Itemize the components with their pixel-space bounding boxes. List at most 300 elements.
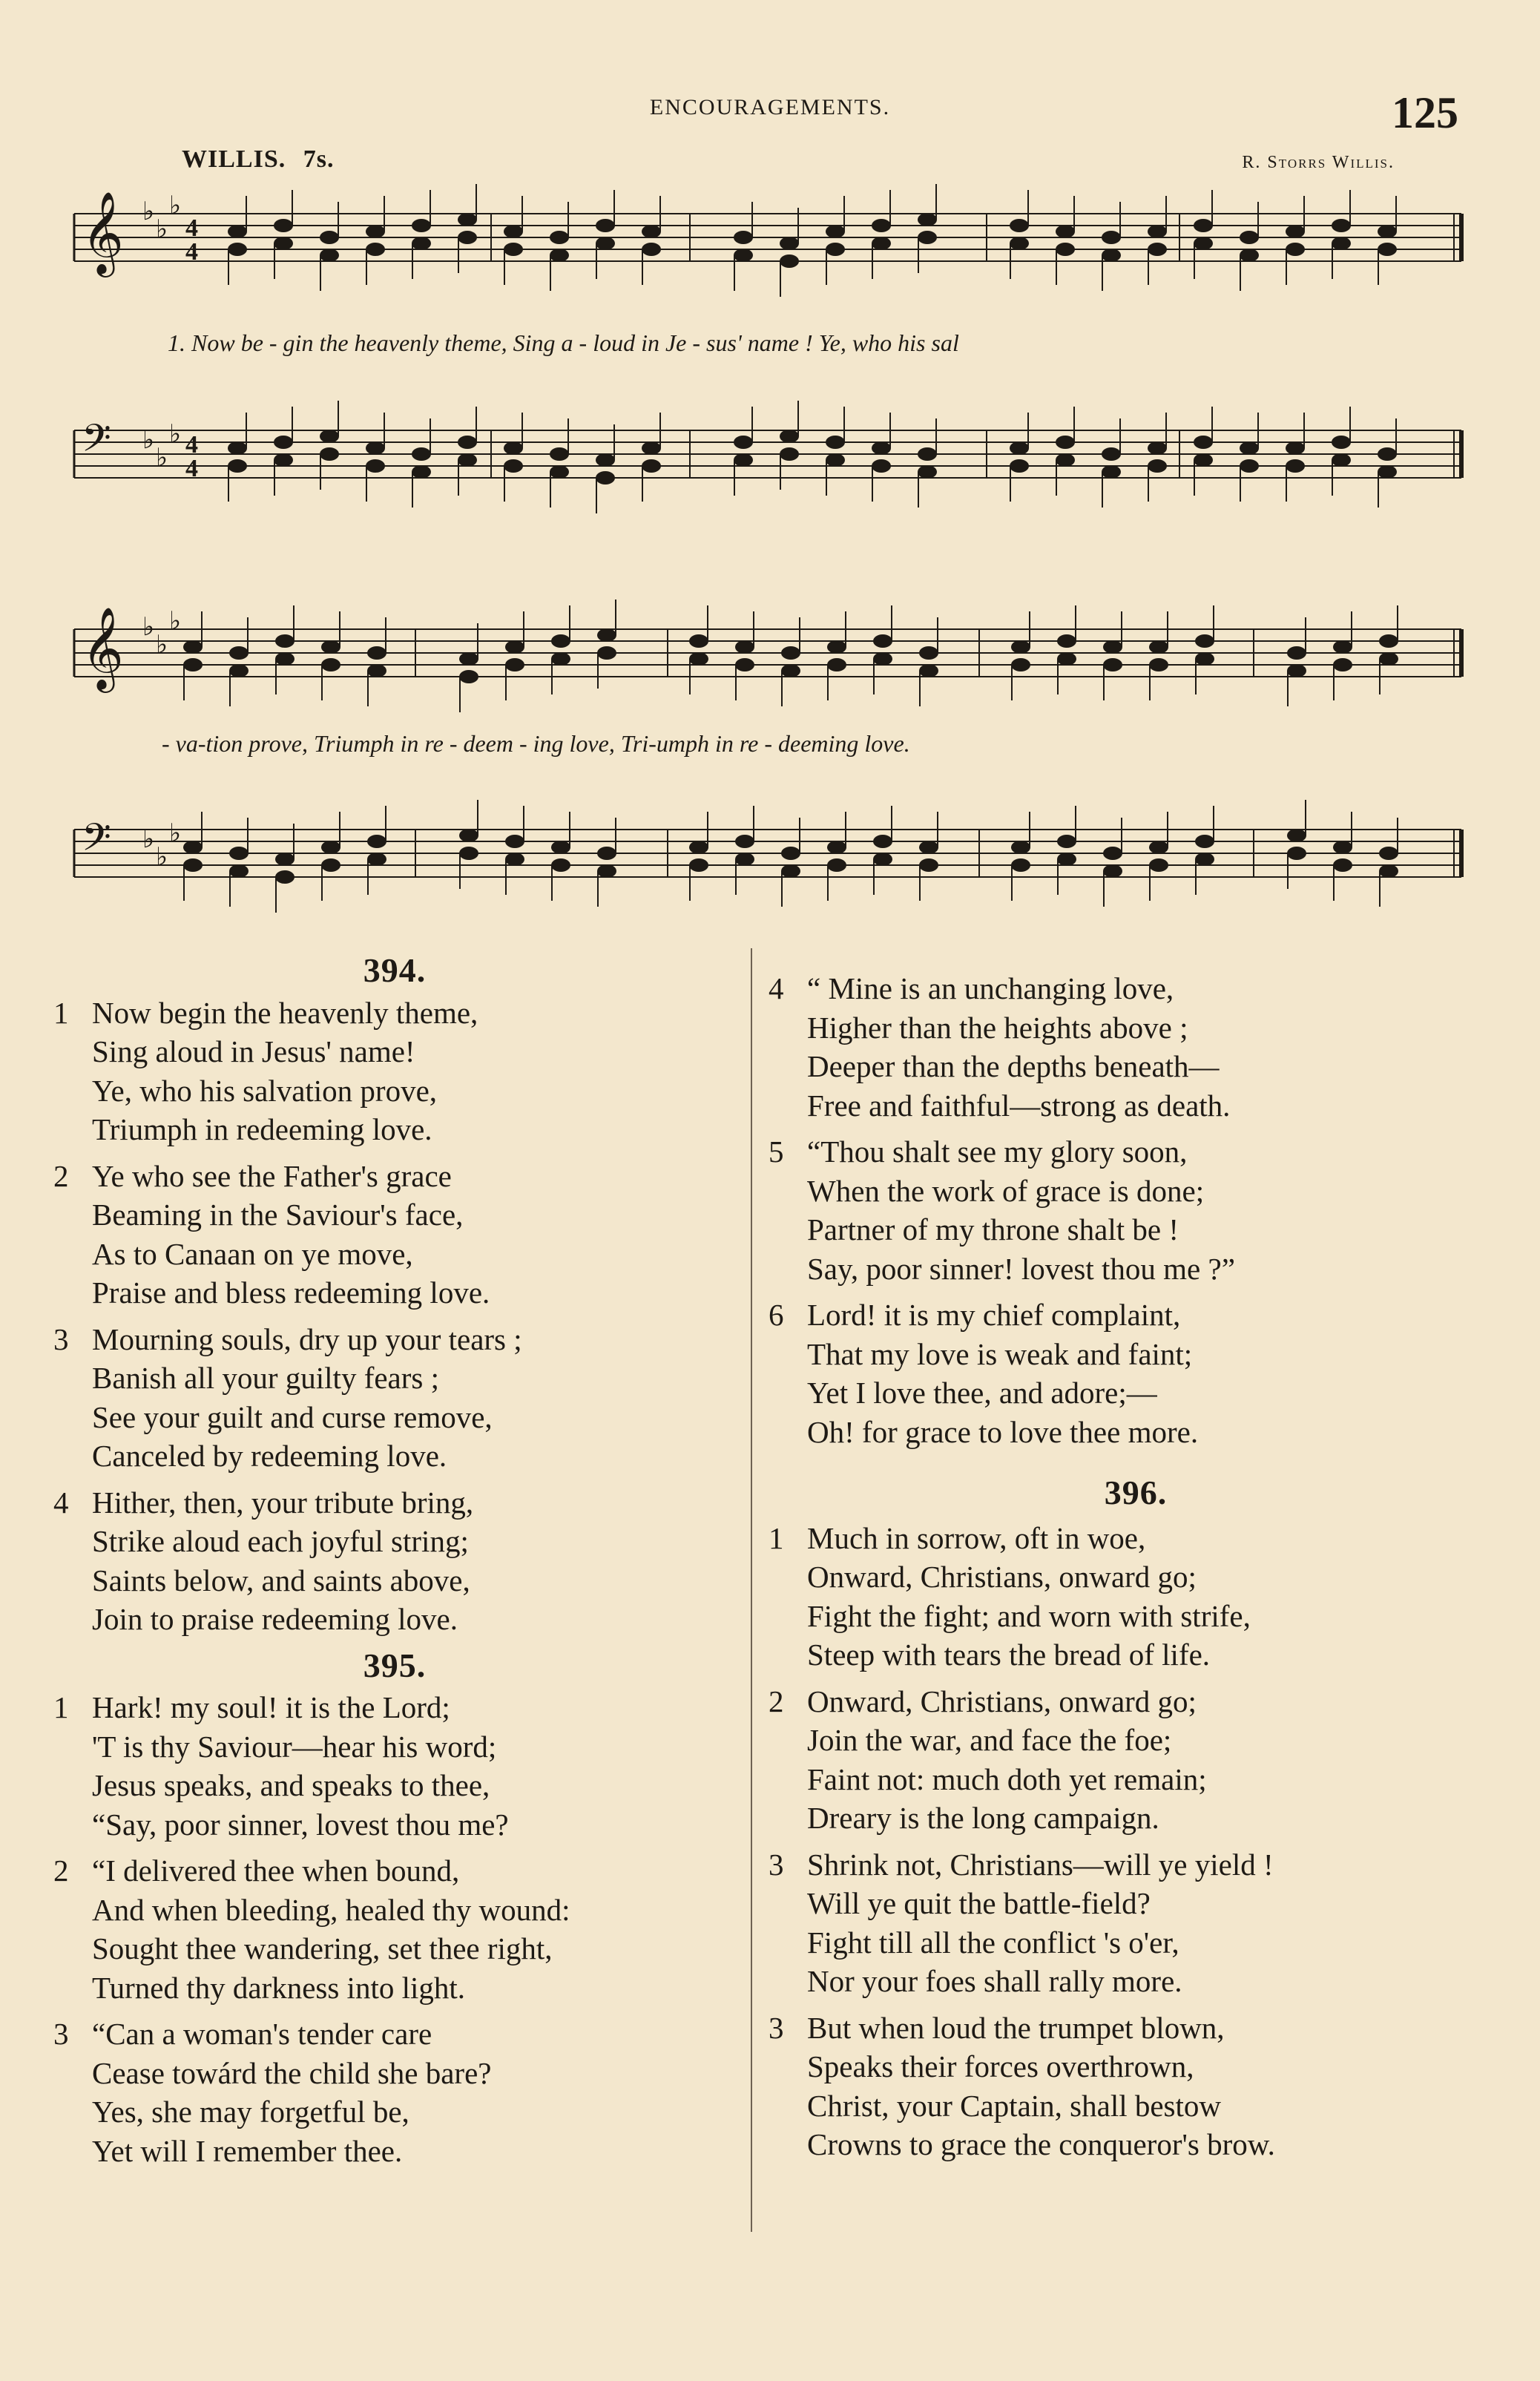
- note-head: [1057, 652, 1076, 666]
- verse-line: Christ, your Captain, shall bestow: [807, 2088, 1222, 2123]
- note-head: [320, 447, 339, 461]
- note-head: [689, 858, 708, 872]
- note-head: [1287, 847, 1306, 860]
- note-head: [597, 864, 616, 878]
- note-head: [1240, 459, 1259, 473]
- note-head: [596, 453, 615, 467]
- stanza: [769, 2009, 1503, 2164]
- stanza: [769, 1132, 1503, 1288]
- note-head: [228, 225, 247, 238]
- note-head: [735, 658, 754, 671]
- note-head: [1240, 441, 1259, 455]
- note-head: [505, 835, 524, 848]
- note-head: [551, 634, 570, 648]
- note-head: [1149, 858, 1168, 872]
- note-head: [596, 237, 615, 250]
- flat-icon: ♭: [156, 630, 168, 660]
- note-head: [459, 652, 478, 666]
- stanza-number: 3: [769, 1847, 784, 1882]
- note-head: [734, 249, 753, 262]
- note-head: [367, 664, 386, 677]
- flat-icon: ♭: [169, 191, 182, 220]
- note-head: [1287, 664, 1306, 677]
- verse-line: Ye who see the Father's grace: [92, 1158, 452, 1193]
- note-head: [1010, 237, 1029, 250]
- verse-line: “Say, poor sinner, lovest thou me?: [92, 1807, 509, 1842]
- note-head: [689, 652, 708, 666]
- note-head: [229, 847, 249, 860]
- note-head: [596, 219, 615, 232]
- flat-icon: ♭: [142, 425, 155, 455]
- note-head: [919, 646, 938, 660]
- note-head: [826, 453, 845, 467]
- note-head: [873, 835, 892, 848]
- hymn-number: 395.: [363, 1646, 427, 1684]
- note-head: [1379, 634, 1398, 648]
- verse-line: Onward, Christians, onward go;: [807, 1684, 1197, 1718]
- note-head: [458, 213, 477, 226]
- note-head: [183, 841, 203, 854]
- note-head: [780, 430, 799, 443]
- note-head: [1379, 652, 1398, 666]
- stanza-number: 3: [769, 2010, 784, 2045]
- verse-line: Fight the fight; and worn with strife,: [807, 1598, 1251, 1633]
- stanza-number: 4: [53, 1485, 69, 1520]
- note-head: [919, 841, 938, 854]
- note-head: [597, 628, 616, 642]
- verse-line: Speaks their forces overthrown,: [807, 2049, 1194, 2083]
- flat-icon: ♭: [169, 606, 182, 636]
- stanza-number: 6: [769, 1298, 784, 1332]
- note-head: [505, 853, 524, 866]
- note-head: [1011, 658, 1030, 671]
- verse-line: 'T is thy Saviour—hear his word;: [92, 1729, 497, 1764]
- note-head: [1103, 658, 1122, 671]
- bass-clef-icon: 𝄢: [82, 416, 111, 470]
- note-head: [780, 254, 799, 268]
- note-head: [1010, 459, 1029, 473]
- note-head: [735, 835, 754, 848]
- verse-line: “I delivered thee when bound,: [92, 1853, 460, 1888]
- treble-clef-icon: 𝄞: [82, 191, 124, 274]
- verse-line: Will ye quit the battle-field?: [807, 1886, 1151, 1920]
- note-head: [1057, 634, 1076, 648]
- note-head: [1333, 658, 1352, 671]
- note-head: [1056, 225, 1075, 238]
- note-head: [366, 441, 385, 455]
- note-head: [689, 841, 708, 854]
- hymn-number: 396.: [1104, 1474, 1168, 1511]
- note-head: [321, 640, 340, 654]
- note-head: [505, 658, 524, 671]
- page-number: 125: [1392, 88, 1458, 137]
- verse-line: Hark! my soul! it is the Lord;: [92, 1690, 450, 1724]
- note-head: [642, 243, 661, 256]
- verse-line: Yet will I remember thee.: [92, 2133, 403, 2168]
- note-head: [1332, 219, 1351, 232]
- note-head: [1057, 835, 1076, 848]
- verse-line: Canceled by redeeming love.: [92, 1439, 447, 1473]
- stanza: [53, 1851, 736, 2007]
- note-head: [1102, 465, 1121, 479]
- note-head: [274, 453, 293, 467]
- note-head: [183, 858, 203, 872]
- flat-icon: ♭: [156, 842, 168, 872]
- note-head: [1287, 829, 1306, 842]
- note-head: [229, 864, 249, 878]
- note-head: [734, 436, 753, 449]
- verse-line: But when loud the trumpet blown,: [807, 2010, 1225, 2045]
- verse-line: Faint not: much doth yet remain;: [807, 1761, 1207, 1796]
- verse-line: Much in sorrow, oft in woe,: [807, 1520, 1146, 1555]
- note-head: [504, 243, 523, 256]
- stanza: [53, 1320, 736, 1476]
- tune-meter: 7s.: [303, 145, 335, 173]
- verse-line: “Thou shalt see my glory soon,: [807, 1134, 1188, 1169]
- stanza: [53, 1157, 736, 1313]
- note-head: [320, 231, 339, 244]
- note-head: [1332, 436, 1351, 449]
- composer-credit: R. Storrs Willis.: [1242, 153, 1395, 172]
- note-head: [827, 640, 846, 654]
- flat-icon: ♭: [169, 419, 182, 449]
- flat-icon: ♭: [142, 612, 155, 642]
- note-head: [1102, 231, 1121, 244]
- hymn-395-part-2: [769, 969, 1503, 1451]
- note-head: [642, 225, 661, 238]
- left-column: [53, 951, 736, 2178]
- note-head: [367, 835, 386, 848]
- note-head: [459, 829, 478, 842]
- note-head: [551, 858, 570, 872]
- lyrics-line-2: - va-tion prove, Triumph in re - deem - ing love, Tri-umph in re - deeming love.: [162, 730, 910, 757]
- note-head: [1378, 465, 1397, 479]
- note-head: [458, 453, 477, 467]
- stanza: [769, 1519, 1503, 1675]
- stanza: [769, 1682, 1503, 1838]
- note-head: [183, 658, 203, 671]
- note-head: [1011, 640, 1030, 654]
- note-head: [1194, 436, 1213, 449]
- verse-line: Onward, Christians, onward go;: [807, 1560, 1197, 1594]
- stanza-number: 2: [53, 1158, 69, 1193]
- note-head: [412, 237, 431, 250]
- verse-line: Triumph in redeeming love.: [92, 1112, 432, 1146]
- note-head: [550, 465, 569, 479]
- stanza-number: 1: [53, 995, 69, 1030]
- flat-icon: ♭: [142, 197, 155, 226]
- note-head: [597, 847, 616, 860]
- note-head: [228, 243, 247, 256]
- time-signature-top: 4: [185, 431, 198, 459]
- verse-line: See your guilt and curse remove,: [92, 1399, 493, 1434]
- verse-line: Praise and bless redeeming love.: [92, 1275, 490, 1310]
- verse-line: Oh! for grace to love thee more.: [807, 1414, 1199, 1449]
- verse-line: Mourning souls, dry up your tears ;: [92, 1321, 522, 1356]
- stanza: [769, 1845, 1503, 2001]
- lyrics-line-1: 1. Now be - gin the heavenly theme, Sing a - loud in Je - sus' name ! Ye, who his sal: [168, 329, 959, 356]
- note-head: [1240, 231, 1259, 244]
- note-head: [1102, 447, 1121, 461]
- stanza-number: 2: [769, 1684, 784, 1718]
- note-head: [1332, 237, 1351, 250]
- stanza-number: 5: [769, 1134, 784, 1169]
- note-head: [780, 237, 799, 250]
- note-head: [1287, 646, 1306, 660]
- note-head: [827, 841, 846, 854]
- note-head: [1195, 634, 1214, 648]
- note-head: [551, 841, 570, 854]
- hymn-number: 394.: [363, 951, 427, 989]
- note-head: [873, 634, 892, 648]
- treble-clef-icon: 𝄞: [82, 606, 124, 689]
- note-head: [918, 231, 937, 244]
- note-head: [642, 459, 661, 473]
- verse-line: Fight till all the conflict 's o'er,: [807, 1925, 1179, 1960]
- stanza-number: 3: [53, 2017, 69, 2051]
- note-head: [412, 219, 431, 232]
- note-head: [735, 853, 754, 866]
- note-head: [781, 864, 800, 878]
- note-head: [367, 853, 386, 866]
- note-head: [550, 249, 569, 262]
- time-signature-bottom: 4: [185, 455, 198, 482]
- flat-icon: ♭: [142, 824, 155, 854]
- stanza: [53, 994, 736, 1149]
- note-head: [597, 646, 616, 660]
- verse-line: “ Mine is an unchanging love,: [807, 971, 1174, 1005]
- note-head: [1286, 441, 1305, 455]
- verse-line: Now begin the heavenly theme,: [92, 995, 478, 1030]
- note-head: [735, 640, 754, 654]
- note-head: [321, 841, 340, 854]
- note-head: [596, 471, 615, 485]
- verse-line: Partner of my throne shalt be !: [807, 1212, 1179, 1247]
- verse-line: Join the war, and face the foe;: [807, 1723, 1172, 1757]
- verse-line: Ye, who his salvation prove,: [92, 1073, 438, 1108]
- note-head: [827, 858, 846, 872]
- note-head: [826, 243, 845, 256]
- note-head: [1195, 853, 1214, 866]
- note-head: [1056, 436, 1075, 449]
- verse-line: Nor your foes shall rally more.: [807, 1964, 1182, 1998]
- note-head: [1286, 225, 1305, 238]
- verse-line: Yes, she may forgetful be,: [92, 2095, 409, 2129]
- note-head: [320, 430, 339, 443]
- note-head: [689, 634, 708, 648]
- tune-title: WILLIS.: [182, 145, 286, 173]
- note-head: [1148, 441, 1167, 455]
- note-head: [1011, 858, 1030, 872]
- note-head: [1148, 225, 1167, 238]
- note-head: [1011, 841, 1030, 854]
- note-head: [826, 436, 845, 449]
- note-head: [229, 664, 249, 677]
- stanza-number: 3: [53, 1321, 69, 1356]
- note-head: [1378, 243, 1397, 256]
- note-head: [366, 459, 385, 473]
- right-column: [769, 969, 1503, 2172]
- flat-icon: ♭: [156, 214, 168, 244]
- note-head: [918, 447, 937, 461]
- note-head: [873, 853, 892, 866]
- verse-line: Deeper than the depths beneath—: [807, 1049, 1220, 1083]
- note-head: [550, 447, 569, 461]
- stanza: [53, 1688, 736, 1844]
- verse-line: Turned thy darkness into light.: [92, 1970, 466, 2005]
- note-head: [1148, 459, 1167, 473]
- hymn-395-part-1: [53, 1646, 736, 2171]
- note-head: [412, 447, 431, 461]
- note-head: [505, 640, 524, 654]
- verse-line: Free and faithful—strong as death.: [807, 1088, 1231, 1123]
- verse-line: Sought thee wandering, set thee right,: [92, 1931, 553, 1965]
- note-head: [458, 436, 477, 449]
- verse-line: Lord! it is my chief complaint,: [807, 1298, 1181, 1332]
- note-head: [872, 459, 891, 473]
- verse-line: When the work of grace is done;: [807, 1173, 1205, 1208]
- note-head: [781, 664, 800, 677]
- hymn-394: [53, 951, 736, 1639]
- note-head: [826, 225, 845, 238]
- verse-line: And when bleeding, healed thy wound:: [92, 1892, 570, 1927]
- verse-line: Steep with tears the bread of life.: [807, 1638, 1211, 1672]
- verse-line: As to Canaan on ye move,: [92, 1236, 413, 1271]
- note-head: [275, 870, 294, 884]
- note-head: [504, 225, 523, 238]
- note-head: [873, 652, 892, 666]
- note-head: [827, 658, 846, 671]
- flat-icon: ♭: [156, 443, 168, 473]
- note-head: [550, 231, 569, 244]
- note-head: [1149, 640, 1168, 654]
- note-head: [1379, 864, 1398, 878]
- verse-line: Crowns to grace the conqueror's brow.: [807, 2127, 1275, 2161]
- note-head: [275, 652, 294, 666]
- column-divider: [751, 948, 752, 2232]
- note-head: [367, 646, 386, 660]
- note-head: [1056, 453, 1075, 467]
- music-score: [0, 0, 1540, 935]
- note-head: [459, 670, 478, 683]
- note-head: [780, 447, 799, 461]
- note-head: [1332, 453, 1351, 467]
- note-head: [274, 219, 293, 232]
- note-head: [1195, 652, 1214, 666]
- note-head: [1333, 640, 1352, 654]
- note-head: [872, 237, 891, 250]
- note-head: [1194, 237, 1213, 250]
- note-head: [1057, 853, 1076, 866]
- note-head: [1010, 219, 1029, 232]
- note-head: [734, 453, 753, 467]
- verse-line: Join to praise redeeming love.: [92, 1602, 458, 1636]
- note-head: [1148, 243, 1167, 256]
- time-signature-bottom: 4: [185, 238, 198, 266]
- note-head: [366, 225, 385, 238]
- hymn-396: [769, 1474, 1503, 2164]
- note-head: [1379, 847, 1398, 860]
- stanza-number: 4: [769, 971, 784, 1005]
- flat-icon: ♭: [169, 818, 182, 848]
- note-head: [872, 219, 891, 232]
- verse-line: Say, poor sinner! lovest thou me ?”: [807, 1251, 1235, 1286]
- note-head: [229, 646, 249, 660]
- note-head: [642, 441, 661, 455]
- running-title: ENCOURAGEMENTS.: [649, 95, 891, 119]
- note-head: [1103, 847, 1122, 860]
- note-head: [1195, 835, 1214, 848]
- verse-line: Banish all your guilty fears ;: [92, 1361, 439, 1395]
- verse-line: Jesus speaks, and speaks to thee,: [92, 1768, 490, 1802]
- verse-line: That my love is weak and faint;: [807, 1336, 1193, 1371]
- note-head: [919, 858, 938, 872]
- verse-line: Strike aloud each joyful string;: [92, 1524, 469, 1558]
- note-head: [366, 243, 385, 256]
- bass-clef-icon: 𝄢: [82, 815, 111, 869]
- note-head: [872, 441, 891, 455]
- verse-line: “Can a woman's tender care: [92, 2017, 432, 2051]
- verse-line: Sing aloud in Jesus' name!: [92, 1034, 415, 1068]
- verse-line: Higher than the heights above ;: [807, 1010, 1188, 1045]
- note-head: [1286, 243, 1305, 256]
- note-head: [1378, 225, 1397, 238]
- time-signature-top: 4: [185, 214, 198, 242]
- note-head: [458, 231, 477, 244]
- note-head: [1149, 841, 1168, 854]
- note-head: [321, 858, 340, 872]
- note-head: [1194, 453, 1213, 467]
- verse-line: Dreary is the long campaign.: [807, 1801, 1159, 1835]
- note-head: [274, 436, 293, 449]
- note-head: [781, 847, 800, 860]
- stanza-number: 1: [769, 1520, 784, 1555]
- stanza-number: 1: [53, 1690, 69, 1724]
- note-head: [228, 441, 247, 455]
- verse-line: Beaming in the Saviour's face,: [92, 1198, 464, 1232]
- note-head: [459, 847, 478, 860]
- note-head: [734, 231, 753, 244]
- note-head: [504, 459, 523, 473]
- note-head: [918, 465, 937, 479]
- note-head: [918, 213, 937, 226]
- note-head: [1056, 243, 1075, 256]
- note-head: [504, 441, 523, 455]
- note-head: [412, 465, 431, 479]
- stanza: [53, 2014, 736, 2170]
- note-head: [274, 237, 293, 250]
- verse-line: Cease towárd the child she bare?: [92, 2055, 492, 2090]
- stanza: [769, 1295, 1503, 1451]
- note-head: [551, 652, 570, 666]
- note-head: [1378, 447, 1397, 461]
- note-head: [1102, 249, 1121, 262]
- note-head: [275, 853, 294, 866]
- note-head: [781, 646, 800, 660]
- note-head: [321, 658, 340, 671]
- stanza: [53, 1483, 736, 1639]
- note-head: [1103, 640, 1122, 654]
- verse-line: Hither, then, your tribute bring,: [92, 1485, 474, 1520]
- note-head: [1010, 441, 1029, 455]
- note-head: [1240, 249, 1259, 262]
- note-head: [1333, 841, 1352, 854]
- verse-line: Shrink not, Christians—will ye yield !: [807, 1847, 1274, 1882]
- stanza-number: 2: [53, 1853, 69, 1888]
- note-head: [183, 640, 203, 654]
- note-head: [228, 459, 247, 473]
- note-head: [1149, 658, 1168, 671]
